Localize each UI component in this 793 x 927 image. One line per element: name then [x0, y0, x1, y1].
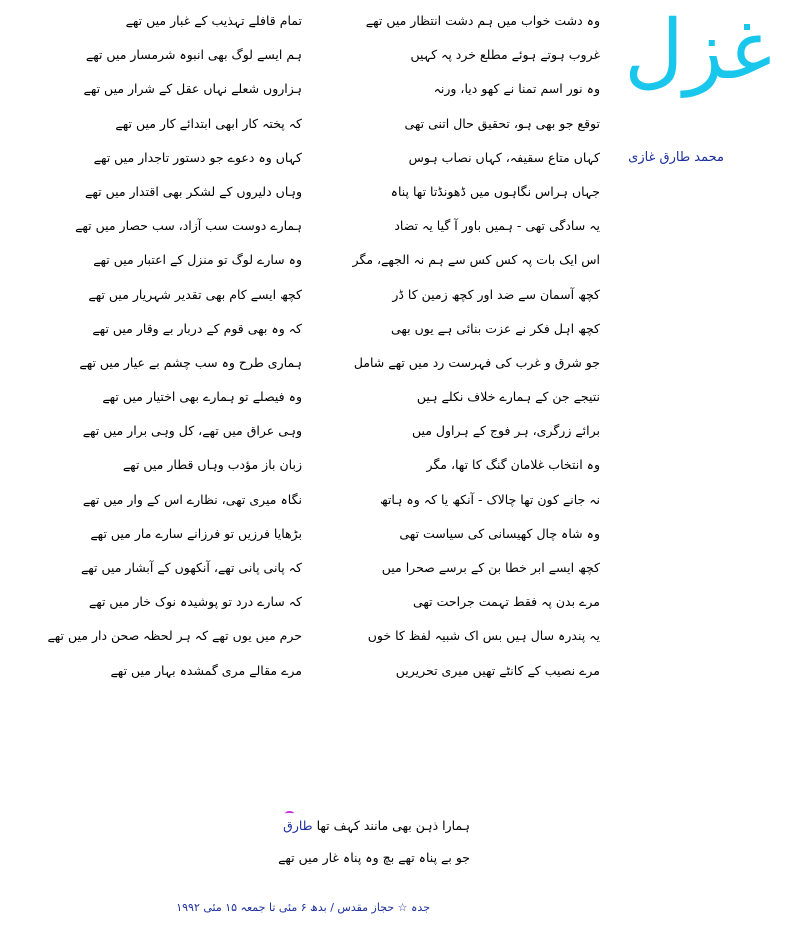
couplet-first-line: وہ دشت خواب میں ہم دشت انتظار میں تھے	[365, 13, 600, 28]
couplet	[20, 623, 600, 657]
couplet-first-line: نتیجے جن کے ہمارے خلاف نکلے ہیں	[416, 389, 600, 405]
couplet-first-line: مرے نصیب کے کانٹے تھیں میری تحریریں	[395, 662, 600, 678]
couplet-first-line: کچھ آسمان سے ضد اور کچھ زمین کا ڈر	[392, 286, 600, 302]
couplet-first-line: کہاں متاع سقیفہ، کہاں نصاب ہوس	[408, 149, 600, 165]
couplet-second-line: حرم میں یوں تھے کہ ہر لحظہ صحن دار میں تھے	[47, 628, 302, 644]
couplet	[20, 179, 600, 213]
couplet	[20, 589, 600, 623]
couplet	[20, 111, 600, 145]
couplet-second-line: ہم ایسے لوگ بھی انبوہ شرمسار میں تھے	[85, 47, 302, 63]
couplet-first-line: وہ انتخاب غلامان گنگ کا تھا، مگر	[426, 457, 600, 473]
couplet	[20, 384, 600, 418]
couplet-second-line: کچھ ایسے کام بھی تقدیر شہریار میں تھے	[88, 286, 302, 302]
couplet-first-line: کچھ اہل فکر نے عزت بنائی ہے یوں بھی	[390, 320, 600, 336]
couplet-second-line: وہی عراق میں تھے، کل وہی برار میں تھے	[82, 423, 302, 439]
couplet-second-line: ہزاروں شعلے نہاں عقل کے شرار میں تھے	[83, 81, 302, 97]
couplet-second-line: مرے مقالے مری گمشدہ بہار میں تھے	[110, 662, 302, 678]
couplet	[20, 145, 600, 179]
couplet-second-line: وہ سارے لوگ تو منزل کے اعتبار میں تھے	[93, 252, 302, 268]
couplet-first-line: توقع جو بھی ہو، تحقیق حال اتنی تھی	[404, 115, 600, 131]
couplet	[20, 42, 600, 76]
couplet-second-line: کہ پانی پانی تھے، آنکھوں کے آبشار میں تھے	[80, 560, 302, 575]
couplet-second-line: نگاہ میری تھی، نظارے اس کے وار میں تھے	[82, 491, 302, 507]
couplet-second-line: کہ پختہ کار ابھی ابتدائے کار میں تھے	[115, 115, 302, 131]
couplet-second-line: کہاں وہ دعوے جو دستور تاجدار میں تھے	[93, 149, 302, 165]
couplet-first-line: غروب ہوتے ہوئے مطلع خرد پہ کہیں	[410, 47, 600, 63]
pen-name: طارق	[283, 810, 313, 842]
couplet	[20, 247, 600, 281]
couplet	[20, 350, 600, 384]
couplet-second-line: کہ سارے درد تو پوشیدہ نوک خار میں تھے	[88, 594, 302, 610]
couplet-first-line: جو شرق و غرب کی فہرست رد میں تھے شامل	[353, 354, 600, 370]
couplet-second-line: وہاں دلیروں کے لشکر بھی اقتدار میں تھے	[85, 183, 302, 199]
couplet-first-line: مرے بدن پہ فقط تہمت جراحت تھی	[412, 594, 600, 610]
couplet-first-line: یہ سادگی تھی - ہمیں باور آ گیا یہ تضاد	[394, 218, 600, 234]
couplet-second-line: بڑھایا فرزیں تو فرزانے سارے مار میں تھے	[90, 525, 302, 541]
ghazal-title: غزل	[624, 3, 772, 98]
couplet-second-line: زبان باز مؤدب وہاں قطار میں تھے	[122, 457, 302, 473]
maqta-first-line-text: ہمارا ذہن بھی مانند کہف تھا	[316, 818, 470, 833]
couplet	[20, 76, 600, 110]
couplet-second-line: وہ فیصلے تو ہمارے بھی اختیار میں تھے	[102, 389, 302, 405]
couplet-first-line: وہ نور اسم تمنا نے کھو دیا، ورنہ	[433, 81, 600, 97]
couplet	[20, 452, 600, 486]
couplet	[20, 487, 600, 521]
couplet-first-line: وہ شاہ چال کھیسانی کی سیاست تھی	[399, 525, 600, 541]
couplet-first-line: برائے زرگری، ہر فوج کے ہراول میں	[411, 423, 600, 439]
couplet	[20, 213, 600, 247]
couplet	[20, 521, 600, 555]
couplet-first-line: کچھ ایسے ابر خطا بن کے برسے صحرا میں	[381, 560, 600, 575]
author-name: محمد طارق غازی	[628, 150, 724, 165]
maqta-first-line	[170, 810, 470, 842]
ghazal-body	[20, 8, 600, 692]
couplet-first-line: یہ پندرہ سال ہیں بس اک شبیہ لفظ کا خوں	[367, 628, 600, 644]
couplet-first-line: نہ جانے کون تھا چالاک - آنکھ یا کہ وہ ہاتھ	[379, 491, 600, 507]
couplet	[20, 555, 600, 589]
couplet-second-line: تمام قافلے تہذیب کے غبار میں تھے	[125, 13, 302, 28]
couplet	[20, 658, 600, 692]
couplet-second-line: ہمارے دوست سب آزاد، سب حصار میں تھے	[75, 218, 302, 234]
couplet	[20, 8, 600, 42]
date-place-colophon: جدہ ☆ حجاز مقدس / بدھ ۶ مئی تا جمعہ ۱۵ مئی ۱۹۹۲	[176, 901, 430, 914]
couplet-first-line: اس ایک بات پہ کس کس سے ہم نہ الجھے، مگر	[352, 252, 600, 268]
couplet	[20, 418, 600, 452]
couplet-second-line: ہماری طرح وہ سب چشم بے عیار میں تھے	[79, 354, 302, 370]
couplet-second-line: کہ وہ بھی قوم کے دربار بے وقار میں تھے	[92, 320, 302, 336]
couplet	[20, 282, 600, 316]
maqta-couplet	[170, 810, 470, 874]
couplet-first-line: جہاں ہراس نگاہوں میں ڈھونڈتا تھا پناہ	[390, 183, 600, 199]
couplet	[20, 316, 600, 350]
maqta-second-line: جو بے پناہ تھے بچ وہ پناہ غار میں تھے	[278, 850, 470, 865]
